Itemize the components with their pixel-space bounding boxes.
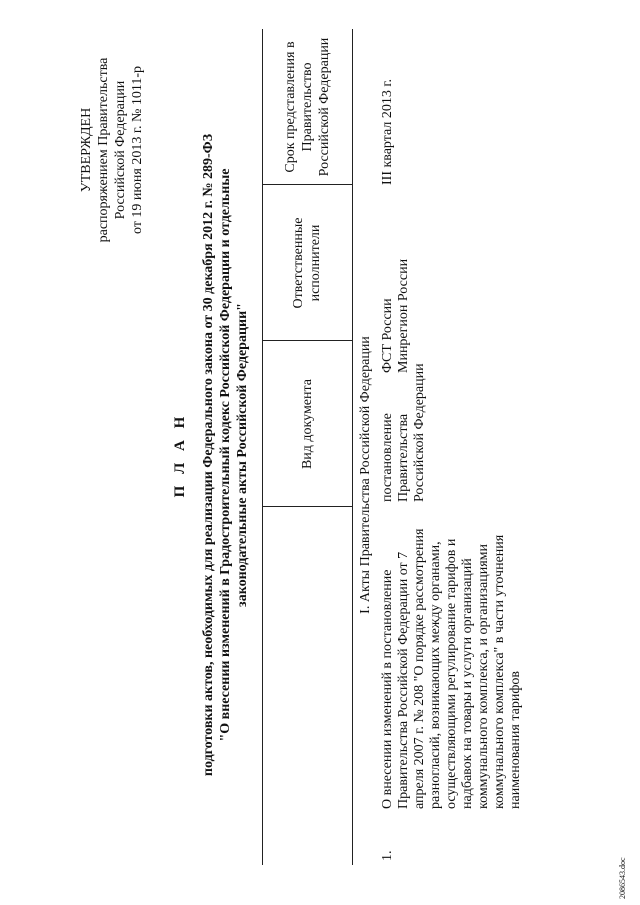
approval-block [78,35,146,265]
approval-heading: УТВЕРЖДЕН [79,107,94,193]
table-top-border [262,29,263,865]
document-code: 2086543.doc [618,857,627,899]
row-executors: ФСТ России Минрегион России [380,258,411,373]
header-deadline: Срок представления в Правительство Российской Федерации [282,37,332,177]
plan-subtitle-line: "О внесении изменений в Градостроительный кодекс Российской Федерации и отдельные [218,168,233,742]
header-doc-type: Вид документа [299,378,315,470]
row-number: 1. [380,850,395,861]
row-doc-type: постановление Правительства Российской Федерации [380,363,427,502]
plan-subtitle-line: законодательные акты Российской Федерации" [235,303,250,607]
column-divider [262,184,352,185]
column-divider [262,506,352,507]
column-divider [262,340,352,341]
plan-title: П Л А Н [172,412,188,498]
approval-line: Российской Федерации [113,80,128,220]
approval-date: от 19 июня 2013 г. № 1011-р [130,66,145,234]
plan-title-block [172,45,251,865]
header-executors: Ответственные исполнители [291,217,323,309]
row-description: О внесении изменений в постановление Правительства Российской Федерации от 7 апреля 2007 г. № 208 "О порядке рассмотрения разногласий, возникающих между органами, осуществляющими регулирование тарифов и надбавок на товары и услуги организаций коммунального комплекса, и организациями коммунального комплекса" в части уточнения наименования тарифов [380,528,523,809]
table-header-bottom-border [352,29,353,865]
approval-line: распоряжением Правительства [96,57,111,243]
section-title: I. Акты Правительства Российской Федерации [358,336,373,614]
plan-subtitle-line: подготовки актов, необходимых для реализации Федерального закона от 30 декабря 2012 г. № 289-ФЗ [201,133,216,777]
plan-subtitle [200,45,251,865]
row-deadline: III квартал 2013 г. [380,78,395,185]
